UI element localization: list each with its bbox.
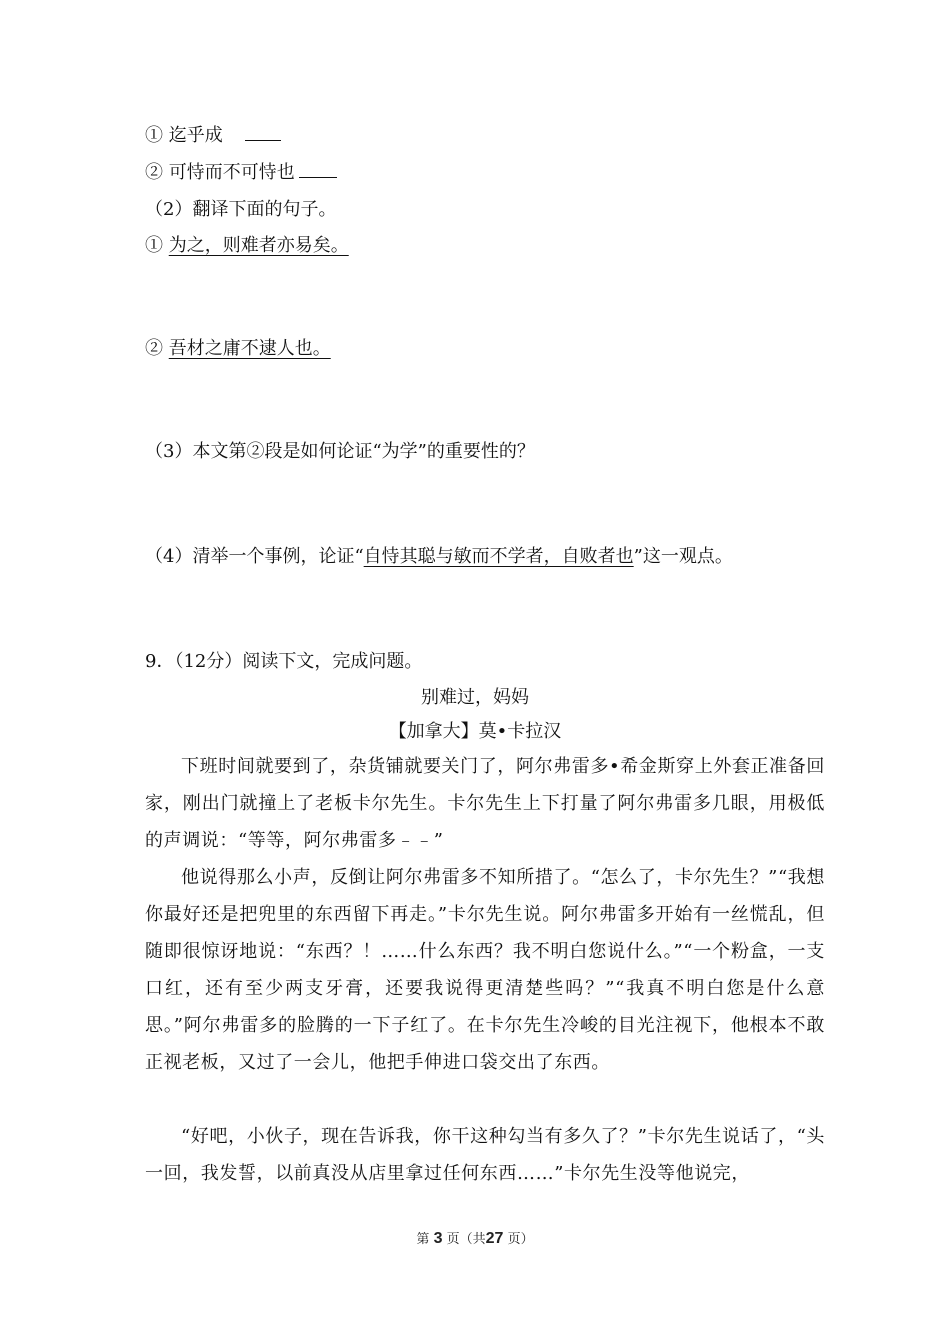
q8-sentence-2 (145, 337, 331, 361)
q8-item-2-label: ② 可恃而不可恃也 (145, 162, 295, 183)
article-paragraph-2: 他说得那么小声，反倒让阿尔弗雷多不知所措了。“怎么了，卡尔先生？”“我想你最好还是把兜里的东西留下再走。”卡尔先生说。阿尔弗雷多开始有一丝慌乱，但随即很惊讶地说：“东西？！……什么东西？我不明白您说什么。”“一个粉盒，一支口红，还有至少两支牙膏，还要我说得更清楚些吗？”“我真不明白您是什么意思。”阿尔弗雷多的脸腾的一下子红了。在卡尔先生冷峻的目光注视下，他根本不敢正视老板，又过了一会儿，他把手伸进口袋交出了东西。 (145, 867, 825, 1073)
sentence-1-text: 为之，则难者亦易矣。 (168, 235, 349, 256)
part4-prefix: （4）清举一个事例，论证“ (145, 546, 364, 567)
q8-item-1-label: ① 迄乎成 (145, 125, 223, 146)
part4-suffix: ”这一观点。 (633, 546, 733, 567)
article-paragraph-3: “好吧，小伙子，现在告诉我，你干这种勾当有多久了？”卡尔先生说话了，“头一回，我发誓，以前真没从店里拿过任何东西……”卡尔先生没等他说完， (145, 1126, 825, 1184)
footer-middle: 页（共 (446, 1232, 486, 1247)
q8-part4 (145, 545, 733, 569)
sentence-2-text: 吾材之庸不逮人也。 (168, 338, 331, 359)
page-footer (0, 1230, 950, 1249)
q9-heading: 9．（12分）阅读下文，完成问题。 (145, 651, 423, 672)
article-author: 【加拿大】莫•卡拉汉 (388, 721, 562, 742)
footer-page-number: 3 (433, 1230, 443, 1247)
sentence-2-number: ② (145, 338, 163, 359)
answer-blank (299, 159, 337, 178)
answer-blank (245, 122, 281, 141)
article-title: 别难过，妈妈 (421, 687, 529, 708)
q8-part2-heading: （2）翻译下面的句子。 (145, 199, 337, 220)
q8-sentence-1 (145, 234, 349, 258)
footer-prefix: 第 (416, 1232, 430, 1247)
part4-quote: 自恃其聪与敏而不学者，自败者也 (363, 546, 634, 567)
footer-suffix: 页） (507, 1232, 534, 1247)
q8-part3: （3）本文第②段是如何论证“为学”的重要性的？ (145, 441, 535, 462)
sentence-1-number: ① (145, 235, 163, 256)
footer-total-pages: 27 (485, 1230, 504, 1247)
q8-item-2 (145, 159, 337, 185)
q8-item-1 (145, 122, 281, 148)
article-paragraph-1: 下班时间就要到了，杂货铺就要关门了，阿尔弗雷多•希金斯穿上外套正准备回家，刚出门就撞上了老板卡尔先生。卡尔先生上下打量了阿尔弗雷多几眼，用极低的声调说：“等等，阿尔弗雷多﹣﹣” (145, 756, 825, 851)
